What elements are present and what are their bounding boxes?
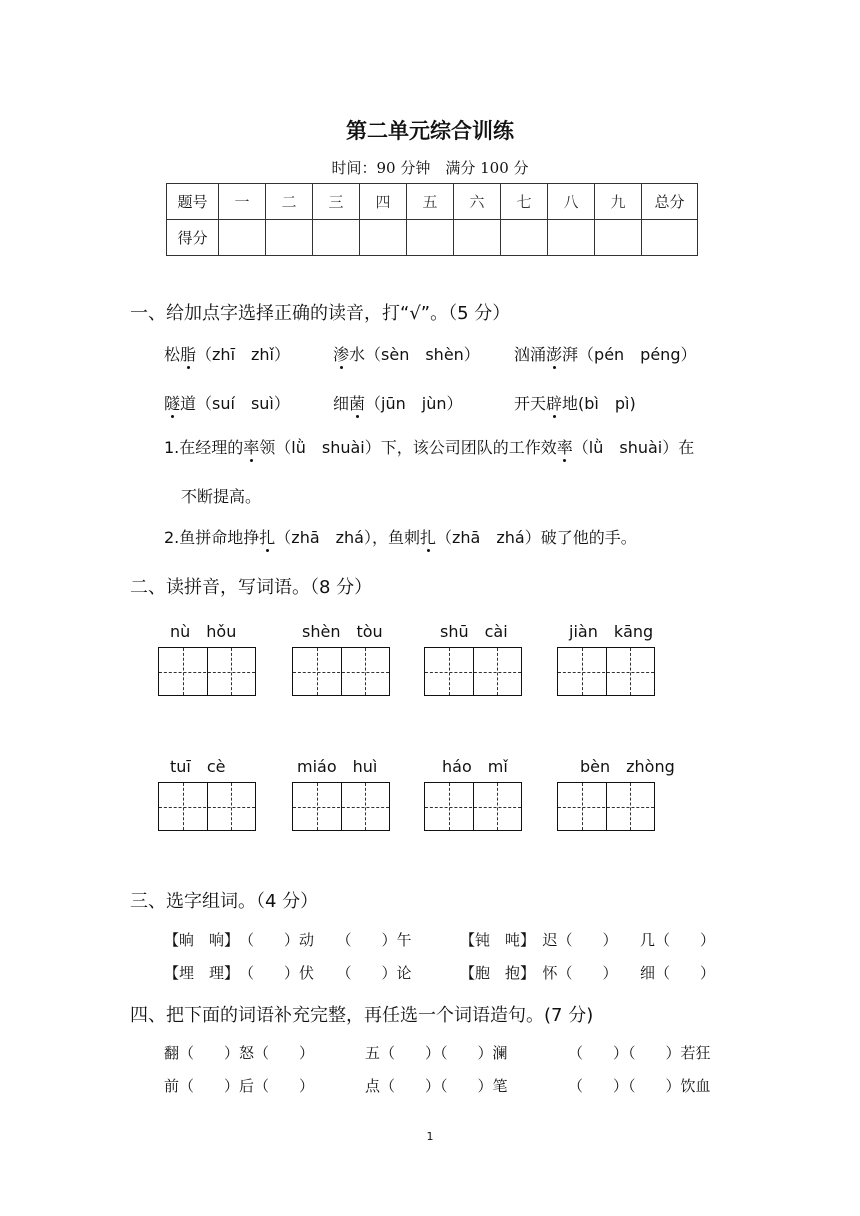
dotted-char: 隧 (164, 391, 180, 414)
item-text: 水（sèn shèn） (349, 345, 480, 364)
dotted-char: 扎 (259, 525, 275, 548)
score-column-header: 六 (454, 184, 501, 220)
pinyin-label: jiàn kāng (569, 622, 654, 641)
dotted-char: 菌 (349, 391, 365, 414)
writing-grid[interactable] (424, 647, 522, 696)
item-text: （zhī zhǐ） (196, 345, 291, 364)
item-text: 地(bì pì) (562, 394, 636, 413)
item-text: 细 (333, 394, 350, 413)
score-table-row-label: 题号 (167, 184, 219, 220)
score-cell[interactable] (219, 220, 266, 256)
score-column-header: 九 (595, 184, 642, 220)
pronunciation-item (164, 342, 290, 365)
idiom-blank: 翻（ ）怒（ ） (164, 1044, 315, 1062)
pronunciation-item (333, 391, 463, 414)
question-text: 1.在经理的 (164, 438, 244, 457)
item-text: 开天 (514, 394, 547, 413)
item-text: 湃（pén péng） (562, 345, 697, 364)
pronunciation-item (514, 342, 696, 365)
question-text: 领（lǜ shuài）下，该公司团队的工作效 (259, 438, 557, 457)
exam-subtitle: 时间：90 分钟 满分 100 分 (331, 159, 529, 177)
page-title: 第二单元综合训练 (346, 119, 514, 143)
score-cell[interactable] (548, 220, 595, 256)
pinyin-label: miáo huì (297, 757, 378, 776)
dotted-char: 渗 (333, 342, 349, 365)
dotted-char: 脂 (180, 342, 196, 365)
writing-grid[interactable] (557, 647, 655, 696)
word-choice-row: 【胞 抱】 怀（ ） 细（ ） (460, 964, 716, 982)
writing-grid[interactable] (557, 782, 655, 831)
score-cell[interactable] (407, 220, 454, 256)
score-column-header: 三 (313, 184, 360, 220)
score-column-header: 四 (360, 184, 407, 220)
section1-heading: 一、给加点字选择正确的读音，打“√”。（5 分） (130, 303, 511, 324)
dotted-char: 澎 (546, 342, 562, 365)
pronunciation-item (164, 391, 290, 414)
dotted-char: 辟 (546, 391, 562, 414)
score-cell[interactable] (501, 220, 548, 256)
item-text: 汹涌 (514, 345, 547, 364)
question-text: （zhā zhá），鱼刺 (275, 528, 420, 547)
pinyin-label: nù hǒu (170, 622, 237, 641)
question-text: 2.鱼拼命地挣 (164, 528, 260, 547)
idiom-blank: （ ）（ ）若狂 (568, 1044, 711, 1062)
score-column-header: 七 (501, 184, 548, 220)
score-cell[interactable] (266, 220, 313, 256)
pinyin-label: tuī cè (170, 757, 226, 776)
question-text: （zhā zhá）破了他的手。 (436, 528, 637, 547)
section4-heading: 四、把下面的词语补充完整，再任选一个词语造句。(7 分) (130, 1005, 594, 1026)
word-choice-row: 【埋 理】 （ ）伏 （ ）论 (164, 964, 412, 982)
score-table-header-row (167, 184, 698, 220)
score-table (166, 183, 698, 256)
score-column-header: 八 (548, 184, 595, 220)
pinyin-label: háo mǐ (442, 757, 508, 776)
writing-grid[interactable] (158, 782, 256, 831)
dotted-char: 率 (243, 435, 259, 458)
score-table-row-label: 得分 (167, 220, 219, 256)
pinyin-label: shèn tòu (302, 622, 383, 641)
score-cell[interactable] (313, 220, 360, 256)
dotted-char: 率 (557, 435, 573, 458)
item-text: 松 (164, 345, 181, 364)
score-column-header: 一 (219, 184, 266, 220)
score-cell[interactable] (595, 220, 642, 256)
writing-grid[interactable] (158, 647, 256, 696)
idiom-blank: 前（ ）后（ ） (164, 1077, 315, 1095)
idiom-blank: 五（ ）（ ）澜 (365, 1044, 508, 1062)
section3-heading: 三、选字组词。（4 分） (130, 891, 319, 912)
pinyin-label: shū cài (440, 622, 508, 641)
page-number: 1 (426, 1130, 434, 1143)
word-choice-row: 【钝 吨】 迟（ ） 几（ ） (460, 931, 716, 949)
score-table-score-row (167, 220, 698, 256)
writing-grid[interactable] (292, 782, 390, 831)
score-total-header: 总分 (642, 184, 698, 220)
writing-grid[interactable] (424, 782, 522, 831)
dotted-char: 扎 (420, 525, 436, 548)
pinyin-label: bèn zhòng (580, 757, 675, 776)
pronunciation-item (333, 342, 480, 365)
score-cell[interactable] (454, 220, 501, 256)
question-2 (164, 525, 637, 548)
writing-grid[interactable] (292, 647, 390, 696)
score-column-header: 二 (266, 184, 313, 220)
score-cell[interactable] (360, 220, 407, 256)
question-1-continued: 不断提高。 (181, 487, 262, 506)
section2-heading: 二、读拼音，写词语。（8 分） (130, 577, 373, 598)
question-1 (164, 435, 694, 458)
score-column-header: 五 (407, 184, 454, 220)
item-text: 道（suí suì） (180, 394, 290, 413)
word-choice-row: 【晌 响】 （ ）动 （ ）午 (164, 931, 412, 949)
idiom-blank: （ ）（ ）饮血 (568, 1077, 711, 1095)
idiom-blank: 点（ ）（ ）笔 (365, 1077, 508, 1095)
score-total-cell[interactable] (642, 220, 698, 256)
item-text: （jūn jùn） (365, 394, 463, 413)
pronunciation-item (514, 391, 636, 414)
question-text: （lǜ shuài）在 (572, 438, 695, 457)
